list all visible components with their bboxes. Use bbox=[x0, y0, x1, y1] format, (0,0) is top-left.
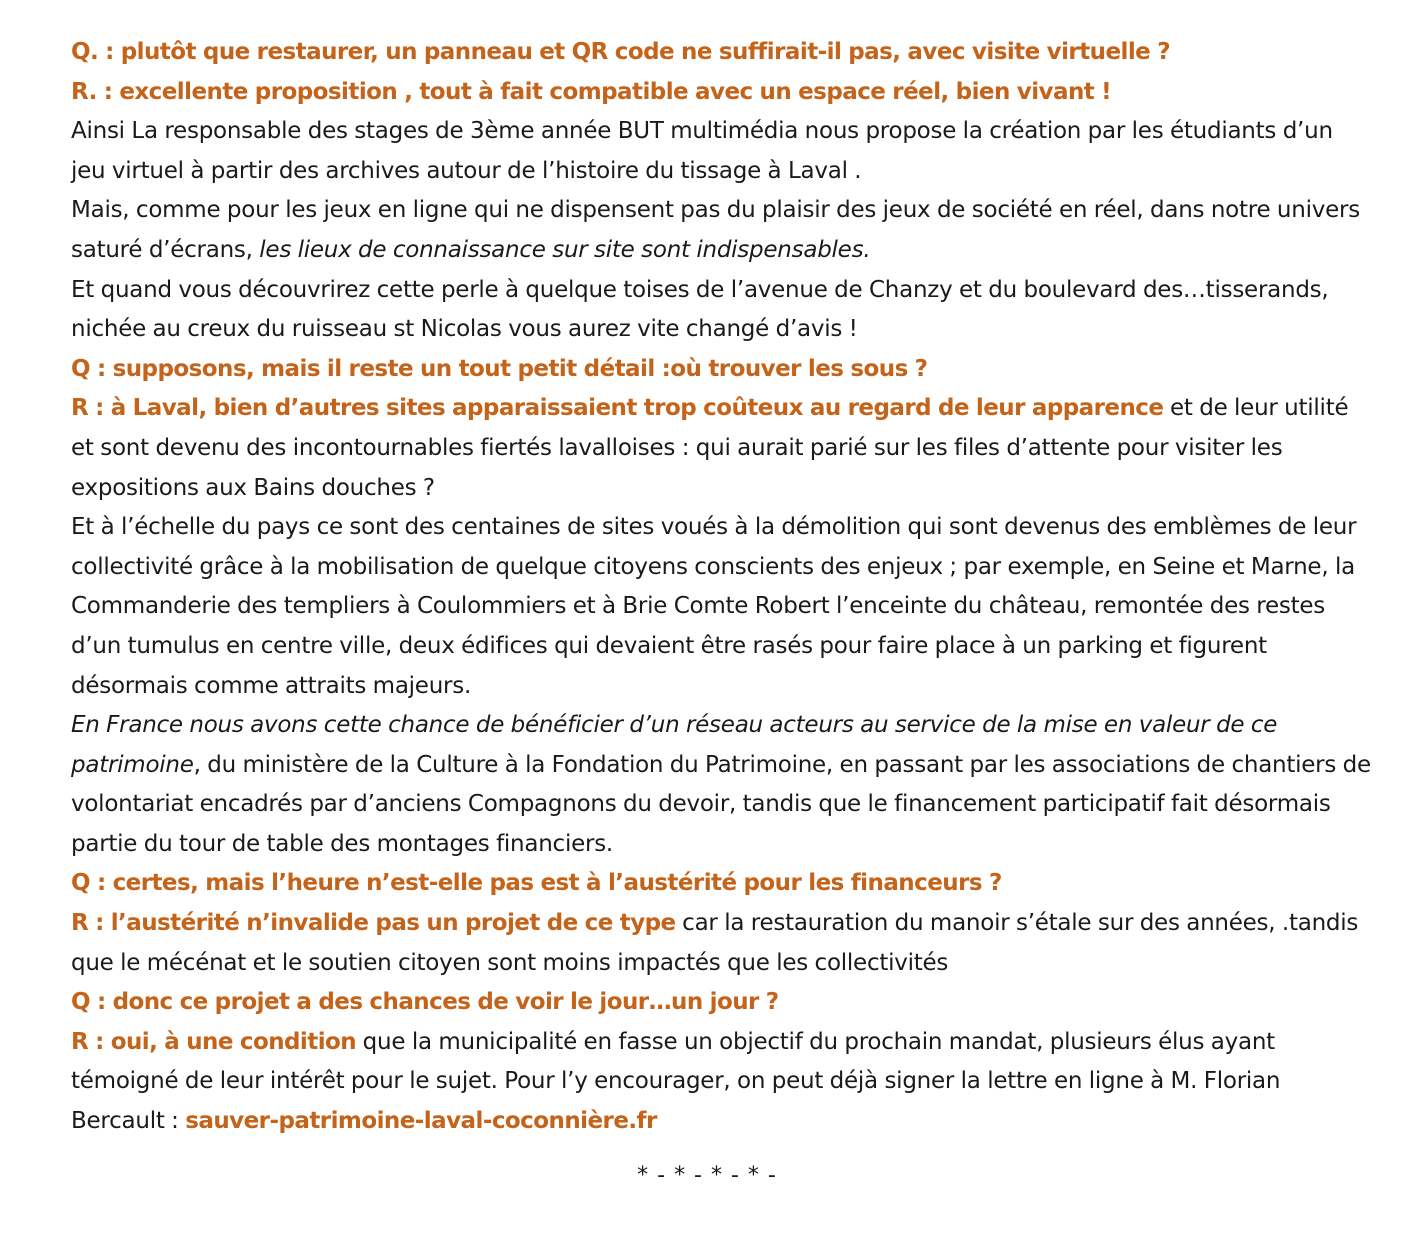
petition-link[interactable]: sauver-patrimoine-laval-coconnière.fr bbox=[185, 1108, 657, 1135]
question-4: Q : donc ce projet a des chances de voir le jour…un jour ? bbox=[71, 989, 779, 1016]
answer-2 bbox=[71, 389, 1371, 508]
answer-4-lead: R : oui, à une condition bbox=[71, 1028, 357, 1055]
emphasis-sites-indispensable: les lieux de connaissance sur site sont indispensables. bbox=[259, 236, 871, 263]
question-3: Q : certes, mais l’heure n’est-elle pas est à l’austérité pour les financeurs ? bbox=[71, 870, 1002, 897]
article-body bbox=[71, 33, 1371, 1142]
paragraph-national-sites: Et à l’échelle du pays ce sont des centaines de sites voués à la démolition qui sont devenus des emblèmes de leur collectivité grâce à la mobilisation de quelque citoyens conscients des enjeux ; par exemple, en Seine et Marne, la Commanderie des templiers à Coulommiers et à Brie Comte Robert l’enceinte du château, remontée des restes d’un tumulus en centre ville, deux édifices qui devaient être rasés pour faire place à un parking et figurent désormais comme attraits majeurs. bbox=[71, 514, 1357, 699]
question-1: Q. : plutôt que restaurer, un panneau et QR code ne suffirait-il pas, avec visite virtuelle ? bbox=[71, 39, 1170, 65]
answer-3 bbox=[71, 904, 1371, 983]
paragraph-heritage-network-text: , du ministère de la Culture à la Fondation du Patrimoine, en passant par les associations de chantiers de volontariat encadrés par d’anciens Compagnons du devoir, tandis que le financement participatif fait désormais partie du tour de table des montages financiers. bbox=[71, 751, 1371, 857]
paragraph-heritage-network bbox=[71, 706, 1371, 864]
emphasis-france-network: En France nous avons cette chance de bénéficier d’un réseau acteurs au service de la mise en valeur de ce patrimoine bbox=[71, 712, 1278, 778]
section-separator: * - * - * - * - bbox=[637, 1163, 777, 1188]
question-2: Q : supposons, mais il reste un tout petit détail :où trouver les sous ? bbox=[71, 355, 928, 382]
paragraph-pearl: Et quand vous découvrirez cette perle à quelque toises de l’avenue de Chanzy et du boulevard des…tisserands, nichée au creux du ruisseau st Nicolas vous aurez vite changé d’avis ! bbox=[71, 276, 1329, 343]
paragraph-online-games bbox=[71, 191, 1371, 270]
answer-3-lead: R : l’austérité n’invalide pas un projet de ce type bbox=[71, 910, 676, 937]
paragraph-online-games-text: Mais, comme pour les jeux en ligne qui ne dispensent pas du plaisir des jeux de société en réel, dans notre univers saturé d’écrans, bbox=[71, 197, 1360, 263]
answer-2-text: et de leur utilité et sont devenu des incontournables fiertés lavalloises : qui aurait parié sur les files d’attente pour visiter les expositions aux Bains douches ? bbox=[71, 395, 1349, 501]
paragraph-game-proposal: Ainsi La responsable des stages de 3ème année BUT multimédia nous propose la création par les étudiants d’un jeu virtuel à partir des archives autour de l’histoire du tissage à Laval . bbox=[71, 118, 1333, 184]
answer-4 bbox=[71, 1023, 1371, 1142]
answer-2-lead: R : à Laval, bien d’autres sites apparaissaient trop coûteux au regard de leur apparence bbox=[71, 395, 1164, 422]
answer-4-text: que la municipalité en fasse un objectif du prochain mandat, plusieurs élus ayant témoigné de leur intérêt pour le sujet. Pour l’y encourager, on peut déjà signer la lettre en ligne à M. Florian Bercault : bbox=[71, 1028, 1281, 1135]
answer-1: R. : excellente proposition , tout à fait compatible avec un espace réel, bien vivant ! bbox=[71, 78, 1112, 105]
answer-3-text: car la restauration du manoir s’étale sur des années, .tandis que le mécénat et le soutien citoyen sont moins impactés que les collectivités bbox=[71, 910, 1359, 976]
